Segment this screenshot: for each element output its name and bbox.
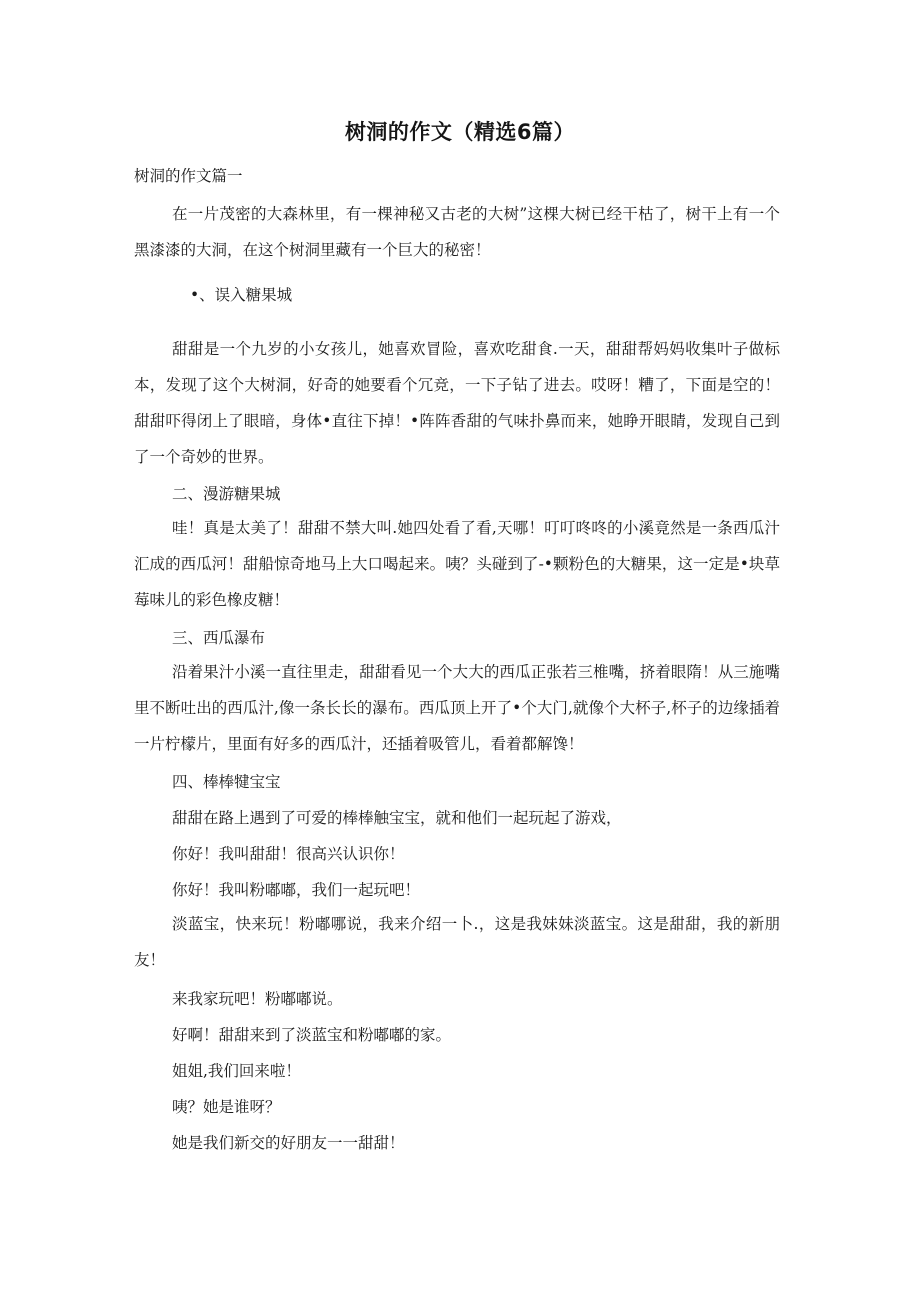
section-heading-2: 二、漫游糖果城 (172, 485, 281, 503)
dialogue-line: 咦？她是谁呀？ (172, 1098, 281, 1116)
section-heading-4: 四、棒棒犍宝宝 (172, 773, 281, 791)
dialogue-line: 好啊！甜甜来到了淡蓝宝和粉嘟嘟的家。 (172, 1026, 452, 1044)
dialogue-line: 姐姐,我们回来啦！ (172, 1062, 301, 1080)
dialogue-line: 来我家玩吧！粉嘟嘟说。 (172, 990, 343, 1008)
dialogue-paragraph: 淡蓝宝，快来玩！粉嘟哪说，我来介绍一卜.，这是我妹妹淡蓝宝。这是甜甜，我的新朋友！ (134, 915, 780, 969)
section-heading-1: •、误入糖果城 (190, 286, 293, 304)
dialogue-line: 她是我们新交的好朋友一一甜甜！ (172, 1134, 405, 1152)
section-2-paragraph: 哇！真是太美了！甜甜不禁大叫.她四处看了看,天哪！叮叮咚咚的小溪竟然是一条西瓜汁汇成的西瓜河！甜船惊奇地马上大口喝起来。咦？头碰到了-•颗粉色的大糖果，这一定是•块草莓味儿的彩色橡皮糖！ (134, 519, 780, 609)
intro-paragraph: 在一片茂密的大森林里，有一棵神秘又古老的大树”这棵大树已经干枯了，树干上有一个黑漆漆的大洞，在这个树洞里藏有一个巨大的秘密！ (134, 205, 780, 259)
section-heading-3: 三、西瓜瀑布 (172, 629, 266, 647)
essay-subtitle: 树洞的作文篇一 (134, 167, 243, 185)
dialogue-line: 你好！我叫甜甜！很高兴认识你！ (172, 845, 405, 863)
dialogue-line: 你好！我叫粉嘟嘟，我们一起玩吧！ (172, 881, 421, 899)
section-1-paragraph: 甜甜是一个九岁的小女孩儿，她喜欢冒险，喜欢吃甜食.一天，甜甜帮妈妈收集叶子做标本，发现了这个大树洞，好奇的她要看个冗竞，一下子钻了进去。哎呀！糟了，下面是空的！甜甜吓得闭上了眼暗，身体•直往下掉！•阵阵香甜的气味扑鼻而来，她睁开眼睛，发现自己到了一个奇妙的世界。 (134, 340, 780, 466)
section-3-paragraph: 沿着果汁小溪一直往里走，甜甜看见一个大大的西瓜正张若三椎嘴，挤着眼隋！从三施嘴里不断吐出的西瓜汁,像一条长长的瀑布。西瓜顶上开了•个大门,就像个大杯子,杯子的边缘插着一片柠檬片，里面有好多的西瓜汁，还插着吸管儿，看着都解馋！ (134, 663, 780, 753)
dialogue-line: 甜甜在路上遇到了可爱的棒棒触宝宝，就和他们一起玩起了游戏， (172, 809, 622, 827)
document-title: 树洞的作文（精选6篇） (344, 120, 576, 144)
